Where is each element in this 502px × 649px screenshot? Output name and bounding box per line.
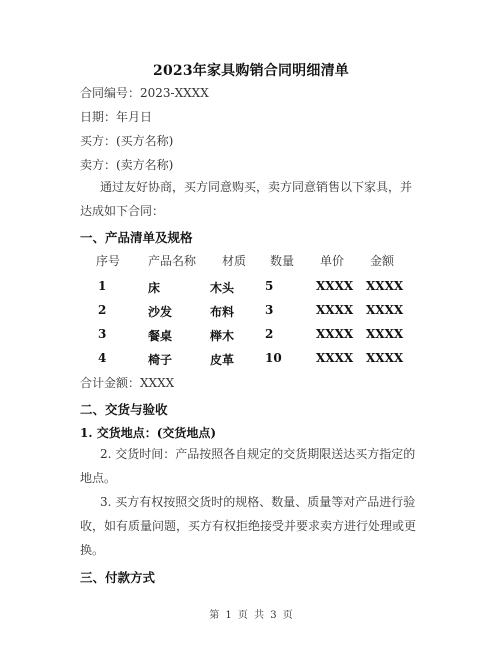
inspection-line-2: 收，如有质量问题，买方有权拒绝接受并要求卖方进行处理或更 [80, 519, 417, 533]
seller-line: 卖方：(卖方名称) [80, 158, 174, 172]
buyer-line: 买方：(买方名称) [80, 134, 174, 148]
delivery-time-line-1: 2. 交货时间：产品按照各自规定的交货期限送达买方指定的 [100, 447, 416, 461]
row-amount: XXXX [366, 327, 404, 341]
row-price: XXXX [316, 351, 354, 365]
row-no: 3 [98, 327, 107, 341]
row-qty: 10 [265, 351, 282, 365]
row-material: 榉木 [210, 329, 235, 343]
row-no: 4 [98, 351, 107, 365]
row-material: 木头 [210, 281, 235, 295]
row-qty: 2 [265, 327, 274, 341]
delivery-time-line-2: 地点。 [80, 471, 117, 485]
row-name: 椅子 [148, 353, 173, 367]
row-amount: XXXX [366, 303, 404, 317]
row-material: 皮革 [210, 353, 235, 367]
inspection-line-1: 3. 买方有权按照交货时的规格、数量、质量等对产品进行验 [100, 495, 416, 509]
date-line: 日期：年月日 [80, 110, 153, 124]
row-price: XXXX [316, 327, 354, 341]
document-title: 2023年家具购销合同明细清单 [153, 63, 349, 79]
header-material: 材质 [222, 254, 247, 268]
row-name: 床 [148, 281, 161, 295]
page-footer: 第 1 页 共 3 页 [209, 610, 293, 621]
header-no: 序号 [96, 254, 121, 268]
inspection-line-3: 换。 [80, 543, 105, 557]
row-amount: XXXX [366, 279, 404, 293]
row-no: 2 [98, 303, 107, 317]
intro-line-2: 达成如下合同： [80, 204, 165, 218]
row-material: 布料 [210, 305, 235, 319]
row-amount: XXXX [366, 351, 404, 365]
row-qty: 3 [265, 303, 274, 317]
header-price: 单价 [320, 254, 345, 268]
section-1-heading: 一、产品清单及规格 [80, 230, 193, 245]
row-price: XXXX [316, 279, 354, 293]
row-name: 餐桌 [148, 329, 173, 343]
total-amount: 合计金额：XXXX [80, 376, 175, 390]
row-price: XXXX [316, 303, 354, 317]
row-no: 1 [98, 279, 107, 293]
row-qty: 5 [265, 279, 274, 293]
header-amount: 金额 [370, 254, 395, 268]
section-3-heading: 三、付款方式 [80, 570, 156, 585]
section-2-heading: 二、交货与验收 [80, 402, 168, 417]
delivery-location: 1. 交货地点：(交货地点) [80, 426, 217, 440]
header-name: 产品名称 [148, 254, 197, 268]
row-name: 沙发 [148, 305, 173, 319]
intro-line-1: 通过友好协商，买方同意购买，卖方同意销售以下家具，并 [100, 180, 413, 194]
contract-number: 合同编号：2023-XXXX [80, 86, 209, 100]
header-qty: 数量 [270, 254, 295, 268]
